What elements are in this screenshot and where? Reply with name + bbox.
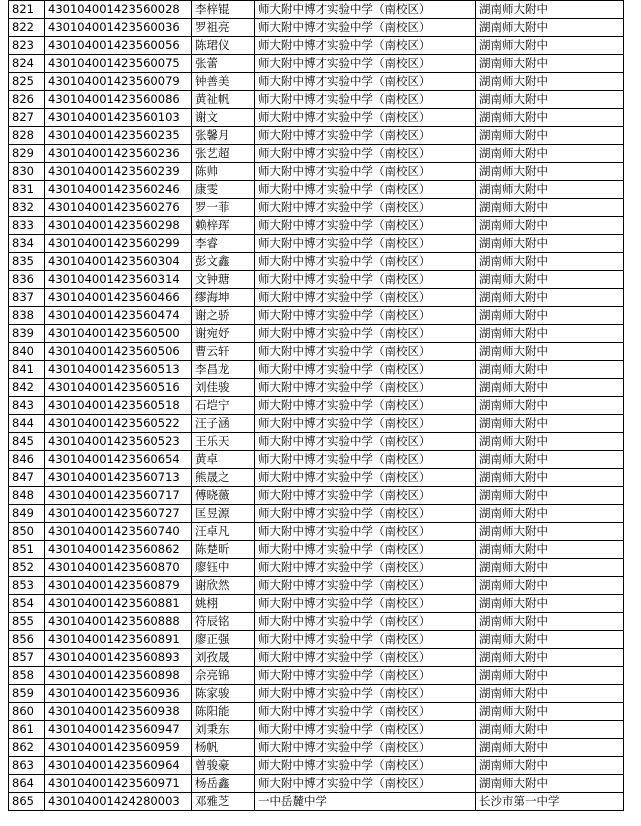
- student-id-cell: 430104001423560862: [45, 541, 192, 559]
- admitted-school-cell: 湖南师大附中: [476, 757, 624, 775]
- graduating-school-cell: 师大附中博才实验中学（南校区）: [255, 523, 476, 541]
- student-id-cell: 430104001423560314: [45, 271, 192, 289]
- table-row: [9, 19, 624, 37]
- admitted-school-cell: 湖南师大附中: [476, 523, 624, 541]
- student-name-cell: 汪子涵: [192, 415, 255, 433]
- student-name-cell: 熊晟之: [192, 469, 255, 487]
- graduating-school-cell: 师大附中博才实验中学（南校区）: [255, 397, 476, 415]
- student-name-cell: 傅晓薇: [192, 487, 255, 505]
- admitted-school-cell: 湖南师大附中: [476, 433, 624, 451]
- row-number-cell: 831: [9, 181, 45, 199]
- graduating-school-cell: 师大附中博才实验中学（南校区）: [255, 109, 476, 127]
- student-id-cell: 430104001423560246: [45, 181, 192, 199]
- admitted-school-cell: 湖南师大附中: [476, 685, 624, 703]
- student-id-cell: 430104001423560740: [45, 523, 192, 541]
- row-number-cell: 840: [9, 343, 45, 361]
- student-name-cell: 罗祖亮: [192, 19, 255, 37]
- graduating-school-cell: 师大附中博才实验中学（南校区）: [255, 37, 476, 55]
- student-id-cell: 430104001423560236: [45, 145, 192, 163]
- student-name-cell: 曾骏豪: [192, 757, 255, 775]
- graduating-school-cell: 师大附中博才实验中学（南校区）: [255, 1, 476, 19]
- row-number-cell: 823: [9, 37, 45, 55]
- admitted-school-cell: 湖南师大附中: [476, 739, 624, 757]
- student-id-cell: 430104001423560299: [45, 235, 192, 253]
- row-number-cell: 834: [9, 235, 45, 253]
- student-id-cell: 430104001423560938: [45, 703, 192, 721]
- student-id-cell: 430104001423560891: [45, 631, 192, 649]
- table-row: [9, 775, 624, 793]
- graduating-school-cell: 师大附中博才实验中学（南校区）: [255, 775, 476, 793]
- student-name-cell: 廖正强: [192, 631, 255, 649]
- graduating-school-cell: 师大附中博才实验中学（南校区）: [255, 595, 476, 613]
- row-number-cell: 822: [9, 19, 45, 37]
- graduating-school-cell: 师大附中博才实验中学（南校区）: [255, 451, 476, 469]
- admitted-school-cell: 湖南师大附中: [476, 505, 624, 523]
- row-number-cell: 830: [9, 163, 45, 181]
- student-id-cell: 430104001423560879: [45, 577, 192, 595]
- admitted-school-cell: 湖南师大附中: [476, 631, 624, 649]
- row-number-cell: 865: [9, 793, 45, 811]
- student-name-cell: 康雯: [192, 181, 255, 199]
- admitted-school-cell: 湖南师大附中: [476, 145, 624, 163]
- student-name-cell: 罗一菲: [192, 199, 255, 217]
- table-row: [9, 307, 624, 325]
- graduating-school-cell: 师大附中博才实验中学（南校区）: [255, 757, 476, 775]
- student-name-cell: 陈家骏: [192, 685, 255, 703]
- table-row: [9, 649, 624, 667]
- graduating-school-cell: 一中岳麓中学: [255, 793, 476, 811]
- graduating-school-cell: 师大附中博才实验中学（南校区）: [255, 163, 476, 181]
- admitted-school-cell: 湖南师大附中: [476, 613, 624, 631]
- student-name-cell: 黄卓: [192, 451, 255, 469]
- graduating-school-cell: 师大附中博才实验中学（南校区）: [255, 415, 476, 433]
- row-number-cell: 824: [9, 55, 45, 73]
- student-name-cell: 姚栩: [192, 595, 255, 613]
- student-name-cell: 刘秉东: [192, 721, 255, 739]
- table-row: [9, 721, 624, 739]
- student-id-cell: 430104001423560513: [45, 361, 192, 379]
- graduating-school-cell: 师大附中博才实验中学（南校区）: [255, 325, 476, 343]
- student-id-cell: 430104001423560971: [45, 775, 192, 793]
- table-row: [9, 397, 624, 415]
- admitted-school-cell: 湖南师大附中: [476, 667, 624, 685]
- admitted-school-cell: 湖南师大附中: [476, 235, 624, 253]
- row-number-cell: 855: [9, 613, 45, 631]
- student-name-cell: 石垲宁: [192, 397, 255, 415]
- graduating-school-cell: 师大附中博才实验中学（南校区）: [255, 703, 476, 721]
- table-row: [9, 703, 624, 721]
- student-id-cell: 430104001423560959: [45, 739, 192, 757]
- admitted-school-cell: 湖南师大附中: [476, 253, 624, 271]
- admitted-school-cell: 湖南师大附中: [476, 325, 624, 343]
- student-id-cell: 430104001423560028: [45, 1, 192, 19]
- row-number-cell: 828: [9, 127, 45, 145]
- graduating-school-cell: 师大附中博才实验中学（南校区）: [255, 667, 476, 685]
- row-number-cell: 837: [9, 289, 45, 307]
- admitted-school-cell: 湖南师大附中: [476, 199, 624, 217]
- row-number-cell: 847: [9, 469, 45, 487]
- student-id-cell: 430104001423560474: [45, 307, 192, 325]
- graduating-school-cell: 师大附中博才实验中学（南校区）: [255, 253, 476, 271]
- table-row: [9, 667, 624, 685]
- admitted-school-cell: 湖南师大附中: [476, 55, 624, 73]
- row-number-cell: 841: [9, 361, 45, 379]
- table-row: [9, 361, 624, 379]
- table-row: [9, 595, 624, 613]
- student-id-cell: 430104001423560870: [45, 559, 192, 577]
- table-row: [9, 37, 624, 55]
- graduating-school-cell: 师大附中博才实验中学（南校区）: [255, 73, 476, 91]
- admitted-school-cell: 长沙市第一中学: [476, 793, 624, 811]
- table-row: [9, 541, 624, 559]
- row-number-cell: 848: [9, 487, 45, 505]
- graduating-school-cell: 师大附中博才实验中学（南校区）: [255, 235, 476, 253]
- student-name-cell: 文钟瑭: [192, 271, 255, 289]
- table-row: [9, 73, 624, 91]
- table-row: [9, 91, 624, 109]
- table-row: [9, 127, 624, 145]
- row-number-cell: 846: [9, 451, 45, 469]
- student-name-cell: 廖钰中: [192, 559, 255, 577]
- student-name-cell: 彭文鑫: [192, 253, 255, 271]
- student-name-cell: 刘佳骏: [192, 379, 255, 397]
- student-name-cell: 李昌龙: [192, 361, 255, 379]
- admitted-school-cell: 湖南师大附中: [476, 343, 624, 361]
- table-row: [9, 55, 624, 73]
- row-number-cell: 857: [9, 649, 45, 667]
- row-number-cell: 843: [9, 397, 45, 415]
- graduating-school-cell: 师大附中博才实验中学（南校区）: [255, 361, 476, 379]
- student-id-cell: 430104001423560056: [45, 37, 192, 55]
- student-id-cell: 430104001423560947: [45, 721, 192, 739]
- student-name-cell: 谢之骄: [192, 307, 255, 325]
- table-row: [9, 631, 624, 649]
- table-row: [9, 487, 624, 505]
- admitted-school-cell: 湖南师大附中: [476, 289, 624, 307]
- student-name-cell: 张蕾: [192, 55, 255, 73]
- student-id-cell: 430104001423560075: [45, 55, 192, 73]
- row-number-cell: 839: [9, 325, 45, 343]
- row-number-cell: 858: [9, 667, 45, 685]
- student-name-cell: 符辰铭: [192, 613, 255, 631]
- table-row: [9, 739, 624, 757]
- row-number-cell: 829: [9, 145, 45, 163]
- table-row: [9, 181, 624, 199]
- admitted-school-cell: 湖南师大附中: [476, 181, 624, 199]
- row-number-cell: 851: [9, 541, 45, 559]
- row-number-cell: 845: [9, 433, 45, 451]
- admitted-school-cell: 湖南师大附中: [476, 361, 624, 379]
- table-row: [9, 577, 624, 595]
- graduating-school-cell: 师大附中博才实验中学（南校区）: [255, 127, 476, 145]
- student-id-cell: 430104001423560936: [45, 685, 192, 703]
- row-number-cell: 864: [9, 775, 45, 793]
- student-name-cell: 张艺超: [192, 145, 255, 163]
- student-name-cell: 刘孜晟: [192, 649, 255, 667]
- student-name-cell: 匡昱源: [192, 505, 255, 523]
- table-row: [9, 379, 624, 397]
- graduating-school-cell: 师大附中博才实验中学（南校区）: [255, 631, 476, 649]
- student-name-cell: 杨岳鑫: [192, 775, 255, 793]
- student-id-cell: 430104001423560466: [45, 289, 192, 307]
- graduating-school-cell: 师大附中博才实验中学（南校区）: [255, 487, 476, 505]
- student-id-cell: 430104001423560713: [45, 469, 192, 487]
- student-id-cell: 430104001423560103: [45, 109, 192, 127]
- admitted-school-cell: 湖南师大附中: [476, 379, 624, 397]
- admitted-school-cell: 湖南师大附中: [476, 469, 624, 487]
- graduating-school-cell: 师大附中博才实验中学（南校区）: [255, 19, 476, 37]
- row-number-cell: 836: [9, 271, 45, 289]
- table-row: [9, 415, 624, 433]
- graduating-school-cell: 师大附中博才实验中学（南校区）: [255, 91, 476, 109]
- student-name-cell: 陈楚昕: [192, 541, 255, 559]
- graduating-school-cell: 师大附中博才实验中学（南校区）: [255, 577, 476, 595]
- student-name-cell: 赖梓珲: [192, 217, 255, 235]
- graduating-school-cell: 师大附中博才实验中学（南校区）: [255, 613, 476, 631]
- admitted-school-cell: 湖南师大附中: [476, 127, 624, 145]
- admitted-school-cell: 湖南师大附中: [476, 91, 624, 109]
- row-number-cell: 852: [9, 559, 45, 577]
- student-name-cell: 李梓锟: [192, 1, 255, 19]
- graduating-school-cell: 师大附中博才实验中学（南校区）: [255, 559, 476, 577]
- student-id-cell: 430104001423560727: [45, 505, 192, 523]
- row-number-cell: 856: [9, 631, 45, 649]
- admission-list-table: [8, 0, 624, 811]
- student-id-cell: 430104001423560086: [45, 91, 192, 109]
- row-number-cell: 832: [9, 199, 45, 217]
- student-name-cell: 陈帅: [192, 163, 255, 181]
- admitted-school-cell: 湖南师大附中: [476, 19, 624, 37]
- graduating-school-cell: 师大附中博才实验中学（南校区）: [255, 289, 476, 307]
- student-id-cell: 430104001423560298: [45, 217, 192, 235]
- student-id-cell: 430104001423560235: [45, 127, 192, 145]
- table-row: [9, 235, 624, 253]
- student-name-cell: 汪卓凡: [192, 523, 255, 541]
- student-name-cell: 王乐天: [192, 433, 255, 451]
- table-row: [9, 325, 624, 343]
- table-row: [9, 1, 624, 19]
- graduating-school-cell: 师大附中博才实验中学（南校区）: [255, 379, 476, 397]
- table-row: [9, 757, 624, 775]
- row-number-cell: 838: [9, 307, 45, 325]
- student-name-cell: 钟善美: [192, 73, 255, 91]
- graduating-school-cell: 师大附中博才实验中学（南校区）: [255, 271, 476, 289]
- student-id-cell: 430104001424280003: [45, 793, 192, 811]
- admitted-school-cell: 湖南师大附中: [476, 487, 624, 505]
- student-id-cell: 430104001423560516: [45, 379, 192, 397]
- graduating-school-cell: 师大附中博才实验中学（南校区）: [255, 433, 476, 451]
- graduating-school-cell: 师大附中博才实验中学（南校区）: [255, 649, 476, 667]
- student-id-cell: 430104001423560239: [45, 163, 192, 181]
- student-name-cell: 曹云轩: [192, 343, 255, 361]
- table-row: [9, 343, 624, 361]
- student-id-cell: 430104001423560079: [45, 73, 192, 91]
- graduating-school-cell: 师大附中博才实验中学（南校区）: [255, 55, 476, 73]
- row-number-cell: 862: [9, 739, 45, 757]
- graduating-school-cell: 师大附中博才实验中学（南校区）: [255, 145, 476, 163]
- table-row: [9, 523, 624, 541]
- table-row: [9, 505, 624, 523]
- graduating-school-cell: 师大附中博才实验中学（南校区）: [255, 721, 476, 739]
- graduating-school-cell: 师大附中博才实验中学（南校区）: [255, 505, 476, 523]
- student-id-cell: 430104001423560964: [45, 757, 192, 775]
- student-id-cell: 430104001423560654: [45, 451, 192, 469]
- graduating-school-cell: 师大附中博才实验中学（南校区）: [255, 307, 476, 325]
- graduating-school-cell: 师大附中博才实验中学（南校区）: [255, 685, 476, 703]
- row-number-cell: 827: [9, 109, 45, 127]
- row-number-cell: 844: [9, 415, 45, 433]
- student-name-cell: 陈阳能: [192, 703, 255, 721]
- row-number-cell: 854: [9, 595, 45, 613]
- student-id-cell: 430104001423560717: [45, 487, 192, 505]
- admitted-school-cell: 湖南师大附中: [476, 703, 624, 721]
- student-id-cell: 430104001423560506: [45, 343, 192, 361]
- table-row: [9, 217, 624, 235]
- row-number-cell: 826: [9, 91, 45, 109]
- row-number-cell: 863: [9, 757, 45, 775]
- student-id-cell: 430104001423560893: [45, 649, 192, 667]
- student-id-cell: 430104001423560518: [45, 397, 192, 415]
- admitted-school-cell: 湖南师大附中: [476, 577, 624, 595]
- student-name-cell: 张馨月: [192, 127, 255, 145]
- row-number-cell: 842: [9, 379, 45, 397]
- admitted-school-cell: 湖南师大附中: [476, 73, 624, 91]
- table-row: [9, 613, 624, 631]
- table-row: [9, 145, 624, 163]
- student-id-cell: 430104001423560276: [45, 199, 192, 217]
- student-name-cell: 谢宛妤: [192, 325, 255, 343]
- row-number-cell: 861: [9, 721, 45, 739]
- row-number-cell: 860: [9, 703, 45, 721]
- admitted-school-cell: 湖南师大附中: [476, 109, 624, 127]
- student-name-cell: 缪海坤: [192, 289, 255, 307]
- admitted-school-cell: 湖南师大附中: [476, 649, 624, 667]
- admitted-school-cell: 湖南师大附中: [476, 415, 624, 433]
- admitted-school-cell: 湖南师大附中: [476, 397, 624, 415]
- admitted-school-cell: 湖南师大附中: [476, 217, 624, 235]
- table-row: [9, 199, 624, 217]
- admitted-school-cell: 湖南师大附中: [476, 721, 624, 739]
- admitted-school-cell: 湖南师大附中: [476, 271, 624, 289]
- table-row: [9, 685, 624, 703]
- student-name-cell: 陈珺仪: [192, 37, 255, 55]
- admitted-school-cell: 湖南师大附中: [476, 163, 624, 181]
- student-name-cell: 谢欣然: [192, 577, 255, 595]
- table-row: [9, 433, 624, 451]
- admitted-school-cell: 湖南师大附中: [476, 307, 624, 325]
- graduating-school-cell: 师大附中博才实验中学（南校区）: [255, 541, 476, 559]
- admitted-school-cell: 湖南师大附中: [476, 1, 624, 19]
- row-number-cell: 833: [9, 217, 45, 235]
- student-name-cell: 佘亮锦: [192, 667, 255, 685]
- table-row: [9, 163, 624, 181]
- row-number-cell: 850: [9, 523, 45, 541]
- admitted-school-cell: 湖南师大附中: [476, 541, 624, 559]
- graduating-school-cell: 师大附中博才实验中学（南校区）: [255, 739, 476, 757]
- table-row: [9, 109, 624, 127]
- student-name-cell: 李睿: [192, 235, 255, 253]
- student-name-cell: 黄祉帆: [192, 91, 255, 109]
- student-id-cell: 430104001423560036: [45, 19, 192, 37]
- table-row: [9, 253, 624, 271]
- table-row: [9, 451, 624, 469]
- table-row: [9, 289, 624, 307]
- student-id-cell: 430104001423560523: [45, 433, 192, 451]
- admitted-school-cell: 湖南师大附中: [476, 451, 624, 469]
- graduating-school-cell: 师大附中博才实验中学（南校区）: [255, 217, 476, 235]
- table-row: [9, 793, 624, 811]
- admitted-school-cell: 湖南师大附中: [476, 775, 624, 793]
- student-id-cell: 430104001423560881: [45, 595, 192, 613]
- table-row: [9, 559, 624, 577]
- admitted-school-cell: 湖南师大附中: [476, 37, 624, 55]
- graduating-school-cell: 师大附中博才实验中学（南校区）: [255, 469, 476, 487]
- row-number-cell: 849: [9, 505, 45, 523]
- student-name-cell: 杨帆: [192, 739, 255, 757]
- graduating-school-cell: 师大附中博才实验中学（南校区）: [255, 343, 476, 361]
- admission-list-body: [9, 1, 624, 811]
- admitted-school-cell: 湖南师大附中: [476, 559, 624, 577]
- student-id-cell: 430104001423560500: [45, 325, 192, 343]
- row-number-cell: 821: [9, 1, 45, 19]
- student-id-cell: 430104001423560522: [45, 415, 192, 433]
- student-id-cell: 430104001423560888: [45, 613, 192, 631]
- table-row: [9, 469, 624, 487]
- graduating-school-cell: 师大附中博才实验中学（南校区）: [255, 199, 476, 217]
- student-name-cell: 邓雅芝: [192, 793, 255, 811]
- student-id-cell: 430104001423560898: [45, 667, 192, 685]
- graduating-school-cell: 师大附中博才实验中学（南校区）: [255, 181, 476, 199]
- student-id-cell: 430104001423560304: [45, 253, 192, 271]
- row-number-cell: 859: [9, 685, 45, 703]
- table-row: [9, 271, 624, 289]
- admitted-school-cell: 湖南师大附中: [476, 595, 624, 613]
- row-number-cell: 853: [9, 577, 45, 595]
- row-number-cell: 825: [9, 73, 45, 91]
- row-number-cell: 835: [9, 253, 45, 271]
- student-name-cell: 谢文: [192, 109, 255, 127]
